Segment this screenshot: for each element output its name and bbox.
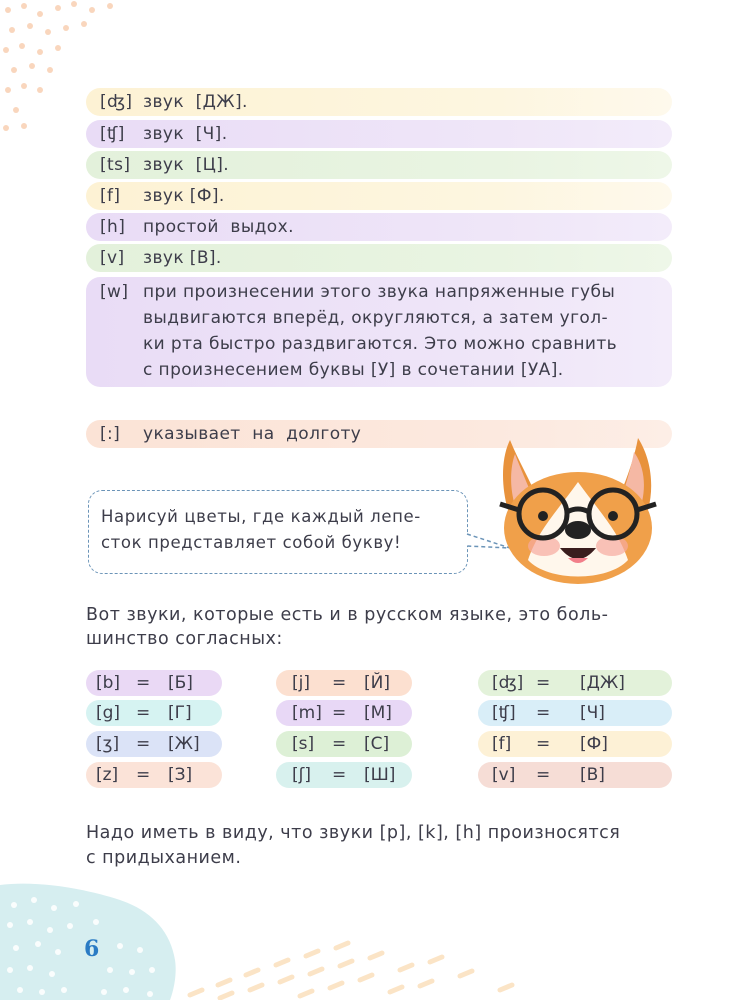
note-text-line: с придыханием. — [86, 848, 242, 868]
russian-sound: [ДЖ] — [580, 673, 625, 693]
equivalent-pill — [276, 731, 412, 757]
equals-sign: = — [536, 673, 551, 693]
english-sound: [ʤ] — [492, 673, 524, 693]
sound-description: звук [ДЖ]. — [143, 92, 248, 112]
english-sound: [s] — [292, 734, 315, 754]
equals-sign: = — [332, 765, 347, 785]
russian-sound: [Б] — [168, 673, 193, 693]
intro-text-line: Вот звуки, которые есть и в русском языке, это боль- — [86, 605, 609, 625]
english-sound: [j] — [292, 673, 310, 693]
english-sound: [ʃ] — [292, 765, 311, 785]
equals-sign: = — [136, 673, 151, 693]
sound-symbol: [ʤ] — [100, 92, 133, 112]
w-description-line: с произнесением буквы [У] в сочетании [УА]. — [143, 360, 564, 380]
equals-sign: = — [332, 703, 347, 723]
russian-sound: [Й] — [364, 673, 390, 693]
intro-text-line: шинство согласных: — [86, 629, 283, 649]
english-sound: [b] — [96, 673, 121, 693]
english-sound: [m] — [292, 703, 322, 723]
russian-sound: [Ш] — [364, 765, 396, 785]
equivalent-pill — [86, 731, 222, 757]
sound-row-v — [86, 244, 672, 272]
sound-symbol: [h] — [100, 217, 126, 237]
equivalent-pill — [478, 670, 672, 696]
bubble-line: Нарисуй цветы, где каждый лепе- — [101, 507, 421, 526]
sound-symbol: [v] — [100, 248, 125, 268]
sound-description: звук [Ц]. — [143, 155, 230, 175]
equivalent-pill — [86, 762, 222, 788]
sound-row-ch — [86, 120, 672, 148]
sound-row-h — [86, 213, 672, 241]
english-sound: [g] — [96, 703, 121, 723]
equivalent-pill — [478, 731, 672, 757]
equals-sign: = — [332, 734, 347, 754]
sound-description: простой выдох. — [143, 217, 294, 237]
w-description-line: ки рта быстро раздвигаются. Это можно сравнить — [143, 334, 618, 354]
equivalent-pill — [86, 700, 222, 726]
english-sound: [f] — [492, 734, 512, 754]
english-sound: [z] — [96, 765, 119, 785]
length-symbol: [:] — [100, 424, 121, 444]
sound-row-f — [86, 182, 672, 210]
length-description: указывает на долготу — [143, 424, 362, 444]
w-description-line: при произнесении этого звука напряженные губы — [143, 282, 616, 302]
english-sound: [ʧ] — [492, 703, 516, 723]
russian-sound: [М] — [364, 703, 392, 723]
sound-row-w — [86, 277, 672, 387]
russian-sound: [С] — [364, 734, 390, 754]
speech-bubble — [88, 490, 468, 574]
equivalent-pill — [478, 700, 672, 726]
russian-sound: [Ф] — [580, 734, 608, 754]
equals-sign: = — [136, 765, 151, 785]
equals-sign: = — [332, 673, 347, 693]
equivalent-pill — [276, 762, 412, 788]
english-sound: [ʒ] — [96, 734, 120, 754]
sound-symbol: [ʧ] — [100, 124, 125, 144]
page-number: 6 — [84, 936, 100, 962]
sound-symbol: [w] — [100, 282, 129, 302]
equivalent-pill — [276, 700, 412, 726]
equivalent-pill — [478, 762, 672, 788]
russian-sound: [В] — [580, 765, 605, 785]
equals-sign: = — [136, 703, 151, 723]
russian-sound: [Ж] — [168, 734, 200, 754]
equals-sign: = — [536, 703, 551, 723]
corgi-mascot-illustration — [488, 430, 678, 590]
equivalent-pill — [276, 670, 412, 696]
russian-sound: [З] — [168, 765, 193, 785]
sound-description: звук [Ч]. — [143, 124, 228, 144]
equals-sign: = — [536, 734, 551, 754]
russian-sound: [Г] — [168, 703, 192, 723]
sound-symbol: [ts] — [100, 155, 131, 175]
w-description-line: выдвигаются вперёд, округляются, а затем угол- — [143, 308, 609, 328]
note-text-line: Надо иметь в виду, что звуки [p], [k], [h] произносятся — [86, 823, 621, 843]
sound-description: звук [В]. — [143, 248, 222, 268]
sound-symbol: [f] — [100, 186, 121, 206]
equals-sign: = — [136, 734, 151, 754]
sound-description: звук [Ф]. — [143, 186, 225, 206]
equals-sign: = — [536, 765, 551, 785]
equivalent-pill — [86, 670, 222, 696]
sound-row-dzh — [86, 88, 672, 116]
bubble-line: сток представляет собой букву! — [101, 533, 402, 552]
english-sound: [v] — [492, 765, 516, 785]
sound-row-ts — [86, 151, 672, 179]
russian-sound: [Ч] — [580, 703, 605, 723]
